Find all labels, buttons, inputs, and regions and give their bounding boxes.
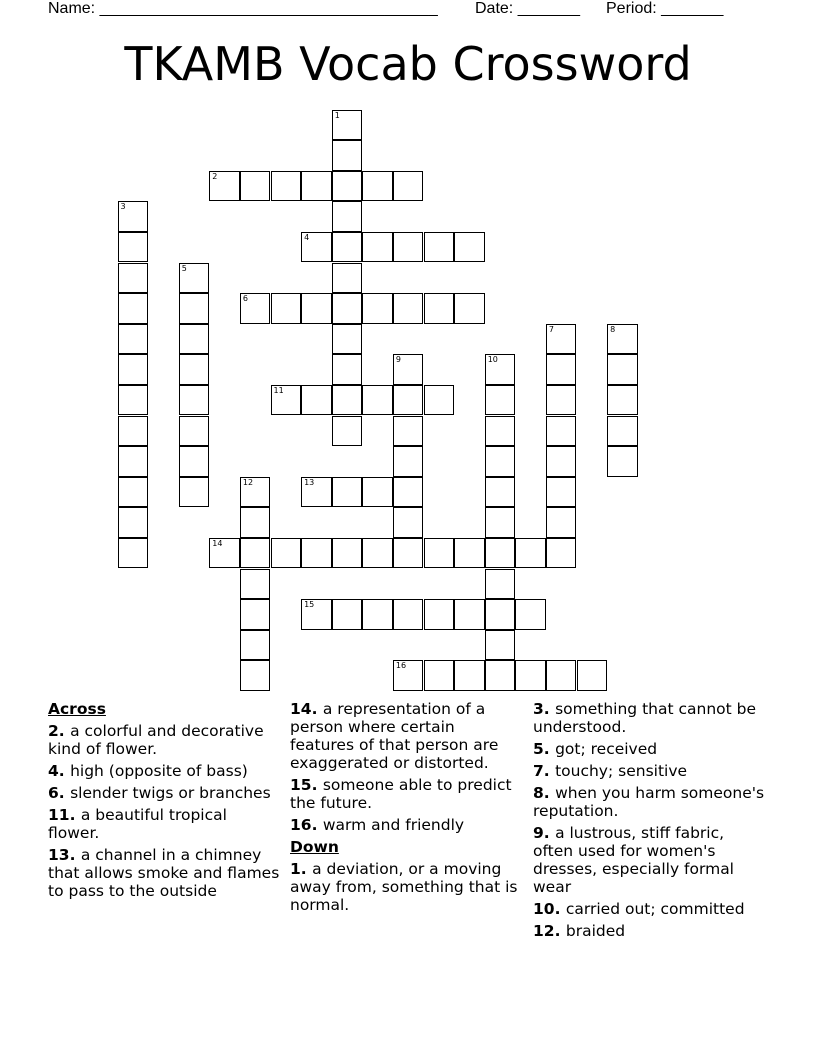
grid-cell[interactable] — [179, 263, 210, 294]
clue-item — [48, 762, 280, 780]
grid-cell[interactable] — [546, 477, 577, 508]
grid-cell[interactable] — [362, 599, 393, 630]
grid-cell[interactable] — [515, 538, 546, 569]
grid-cell[interactable] — [271, 293, 302, 324]
grid-cell[interactable] — [424, 538, 455, 569]
grid-cell[interactable] — [546, 354, 577, 385]
grid-cell[interactable] — [485, 599, 516, 630]
grid-cell[interactable] — [454, 232, 485, 263]
grid-cell[interactable] — [301, 293, 332, 324]
grid-cell[interactable] — [118, 385, 149, 416]
clue-item — [533, 740, 765, 758]
clue-item — [533, 700, 765, 736]
grid-cell[interactable] — [332, 324, 363, 355]
clue-item — [533, 900, 765, 918]
clue-item-text: someone able to predict the future. — [290, 776, 512, 812]
grid-cell[interactable] — [118, 354, 149, 385]
grid-cell[interactable] — [393, 538, 424, 569]
grid-cell[interactable] — [240, 477, 271, 508]
grid-cell[interactable] — [301, 538, 332, 569]
clue-item — [290, 700, 522, 772]
grid-cell[interactable] — [362, 232, 393, 263]
grid-cell[interactable] — [393, 385, 424, 416]
grid-cell[interactable] — [179, 477, 210, 508]
grid-cell[interactable] — [607, 385, 638, 416]
grid-cell[interactable] — [424, 660, 455, 691]
grid-cell[interactable] — [118, 507, 149, 538]
grid-cell[interactable] — [332, 538, 363, 569]
grid-cell[interactable] — [240, 599, 271, 630]
grid-cell[interactable] — [485, 354, 516, 385]
grid-cell[interactable] — [332, 110, 363, 141]
grid-cell[interactable] — [332, 140, 363, 171]
grid-cell[interactable] — [301, 232, 332, 263]
name-field[interactable]: Name: ______________________________________ — [48, 0, 438, 17]
page-title: TKAMB Vocab Crossword — [124, 37, 692, 91]
grid-cell[interactable] — [332, 477, 363, 508]
grid-cell[interactable] — [546, 446, 577, 477]
clue-number: 3 — [120, 202, 126, 212]
grid-cell[interactable] — [240, 660, 271, 691]
grid-cell[interactable] — [454, 599, 485, 630]
grid-cell[interactable] — [485, 538, 516, 569]
clue-item — [533, 784, 765, 820]
grid-cell[interactable] — [485, 630, 516, 661]
clue-item-text: touchy; sensitive — [555, 762, 688, 780]
clue-item-text: something that cannot be understood. — [533, 700, 757, 736]
clue-item — [533, 824, 765, 896]
grid-cell[interactable] — [240, 630, 271, 661]
grid-cell[interactable] — [362, 385, 393, 416]
clue-item-number: 5. — [533, 740, 556, 758]
clue-item-number: 1. — [290, 860, 313, 878]
grid-cell[interactable] — [362, 171, 393, 202]
grid-cell[interactable] — [209, 171, 240, 202]
grid-cell[interactable] — [240, 293, 271, 324]
clue-item-text: slender twigs or branches — [70, 784, 271, 802]
grid-cell[interactable] — [393, 171, 424, 202]
grid-cell[interactable] — [179, 416, 210, 447]
grid-cell[interactable] — [515, 660, 546, 691]
grid-cell[interactable] — [118, 477, 149, 508]
clue-number: 12 — [242, 477, 254, 487]
grid-cell[interactable] — [118, 293, 149, 324]
grid-cell[interactable] — [424, 599, 455, 630]
grid-cell[interactable] — [485, 416, 516, 447]
grid-cell[interactable] — [393, 477, 424, 508]
grid-cell[interactable] — [301, 477, 332, 508]
clue-number: 4 — [304, 232, 310, 242]
grid-cell[interactable] — [301, 171, 332, 202]
clue-item-text: got; received — [555, 740, 658, 758]
grid-cell[interactable] — [332, 232, 363, 263]
clues-column-2 — [290, 700, 522, 918]
grid-cell[interactable] — [332, 171, 363, 202]
clues-column-1 — [48, 700, 280, 904]
clue-item — [290, 776, 522, 812]
clue-item-text: a representation of a person where certain features of that person are exaggerated or distorted. — [290, 700, 499, 772]
clue-item-number: 9. — [533, 824, 556, 842]
grid-cell[interactable] — [118, 232, 149, 263]
clue-item-number: 2. — [48, 722, 71, 740]
clue-item-number: 16. — [290, 816, 323, 834]
clue-number: 7 — [548, 324, 554, 334]
grid-cell[interactable] — [546, 538, 577, 569]
grid-cell[interactable] — [271, 538, 302, 569]
clue-number: 5 — [181, 263, 187, 273]
grid-cell[interactable] — [179, 324, 210, 355]
clue-item-number: 3. — [533, 700, 556, 718]
grid-cell[interactable] — [454, 538, 485, 569]
grid-cell[interactable] — [393, 599, 424, 630]
grid-cell[interactable] — [240, 569, 271, 600]
clue-item-text: a lustrous, stiff fabric, often used for women's dresses, especially formal wear — [533, 824, 734, 896]
grid-cell[interactable] — [118, 201, 149, 232]
clue-item-number: 12. — [533, 922, 566, 940]
grid-cell[interactable] — [424, 232, 455, 263]
clue-item — [48, 784, 280, 802]
grid-cell[interactable] — [393, 507, 424, 538]
grid-cell[interactable] — [332, 416, 363, 447]
grid-cell[interactable] — [454, 660, 485, 691]
grid-cell[interactable] — [179, 446, 210, 477]
clue-number: 8 — [610, 324, 616, 334]
grid-cell[interactable] — [332, 354, 363, 385]
grid-cell[interactable] — [546, 507, 577, 538]
grid-cell[interactable] — [362, 477, 393, 508]
grid-cell[interactable] — [485, 569, 516, 600]
clue-item — [290, 860, 522, 914]
grid-cell[interactable] — [118, 416, 149, 447]
clue-section-heading: Across — [48, 700, 106, 718]
grid-cell[interactable] — [393, 660, 424, 691]
clue-item — [48, 806, 280, 842]
grid-cell[interactable] — [393, 416, 424, 447]
grid-cell[interactable] — [485, 507, 516, 538]
clue-item — [290, 816, 522, 834]
grid-cell[interactable] — [179, 293, 210, 324]
grid-cell[interactable] — [607, 416, 638, 447]
clue-item — [533, 762, 765, 780]
grid-cell[interactable] — [485, 385, 516, 416]
grid-cell[interactable] — [485, 446, 516, 477]
clue-item-number: 14. — [290, 700, 323, 718]
clue-item-text: when you harm someone's reputation. — [533, 784, 765, 820]
grid-cell[interactable] — [362, 538, 393, 569]
grid-cell[interactable] — [393, 293, 424, 324]
clue-item-text: a colorful and decorative kind of flower. — [48, 722, 264, 758]
clue-item-text: a deviation, or a moving away from, something that is normal. — [290, 860, 518, 914]
clue-item — [48, 722, 280, 758]
grid-cell[interactable] — [118, 263, 149, 294]
grid-cell[interactable] — [362, 293, 393, 324]
clue-number: 14 — [212, 538, 223, 548]
clue-item-number: 4. — [48, 762, 71, 780]
clue-item-number: 8. — [533, 784, 556, 802]
grid-cell[interactable] — [332, 263, 363, 294]
clue-number: 13 — [304, 477, 315, 487]
clue-item-number: 15. — [290, 776, 323, 794]
grid-cell[interactable] — [118, 324, 149, 355]
clue-item-text: carried out; committed — [565, 900, 745, 918]
grid-cell[interactable] — [240, 171, 271, 202]
clue-number: 10 — [487, 355, 498, 365]
grid-cell[interactable] — [607, 446, 638, 477]
clue-number: 6 — [242, 294, 248, 304]
clue-number: 15 — [304, 600, 315, 610]
clue-item-number: 6. — [48, 784, 71, 802]
clue-number: 16 — [395, 661, 407, 671]
clue-item — [48, 846, 280, 900]
grid-cell[interactable] — [546, 416, 577, 447]
clue-item — [533, 922, 765, 940]
grid-cell[interactable] — [332, 201, 363, 232]
grid-cell[interactable] — [332, 293, 363, 324]
grid-cell[interactable] — [209, 538, 240, 569]
clue-number: 9 — [395, 355, 401, 365]
clue-item-text: high (opposite of bass) — [70, 762, 248, 780]
grid-cell[interactable] — [271, 171, 302, 202]
grid-cell[interactable] — [454, 293, 485, 324]
clue-number: 1 — [334, 110, 340, 120]
grid-cell[interactable] — [332, 599, 363, 630]
grid-cell[interactable] — [515, 599, 546, 630]
grid-cell[interactable] — [424, 385, 455, 416]
grid-cell[interactable] — [301, 385, 332, 416]
grid-cell[interactable] — [393, 354, 424, 385]
clue-section-heading: Down — [290, 838, 339, 856]
grid-cell[interactable] — [118, 446, 149, 477]
clue-number: 11 — [273, 385, 284, 395]
grid-cell[interactable] — [179, 385, 210, 416]
grid-cell[interactable] — [240, 507, 271, 538]
period-field[interactable]: Period: _______ — [606, 0, 724, 17]
grid-cell[interactable] — [332, 385, 363, 416]
grid-cell[interactable] — [424, 293, 455, 324]
grid-cell[interactable] — [118, 538, 149, 569]
clue-item-text: a beautiful tropical flower. — [48, 806, 227, 842]
clue-item-number: 10. — [533, 900, 566, 918]
grid-cell[interactable] — [179, 354, 210, 385]
clue-item-number: 7. — [533, 762, 556, 780]
clue-item-text: a channel in a chimney that allows smoke and flames to pass to the outside — [48, 846, 280, 900]
clue-number: 2 — [212, 171, 218, 181]
date-field[interactable]: Date: _______ — [475, 0, 580, 17]
grid-cell[interactable] — [271, 385, 302, 416]
grid-cell[interactable] — [393, 232, 424, 263]
clue-item-text: warm and friendly — [322, 816, 465, 834]
grid-cell[interactable] — [546, 660, 577, 691]
clue-item-number: 11. — [48, 806, 81, 824]
grid-cell[interactable] — [485, 477, 516, 508]
grid-cell[interactable] — [546, 324, 577, 355]
grid-cell[interactable] — [546, 385, 577, 416]
grid-cell[interactable] — [240, 538, 271, 569]
grid-cell[interactable] — [607, 354, 638, 385]
clue-item-text: braided — [565, 922, 626, 940]
grid-cell[interactable] — [485, 660, 516, 691]
grid-cell[interactable] — [393, 446, 424, 477]
clue-item-number: 13. — [48, 846, 81, 864]
grid-cell[interactable] — [577, 660, 608, 691]
grid-cell[interactable] — [607, 324, 638, 355]
grid-cell[interactable] — [301, 599, 332, 630]
clues-column-3 — [533, 700, 765, 944]
